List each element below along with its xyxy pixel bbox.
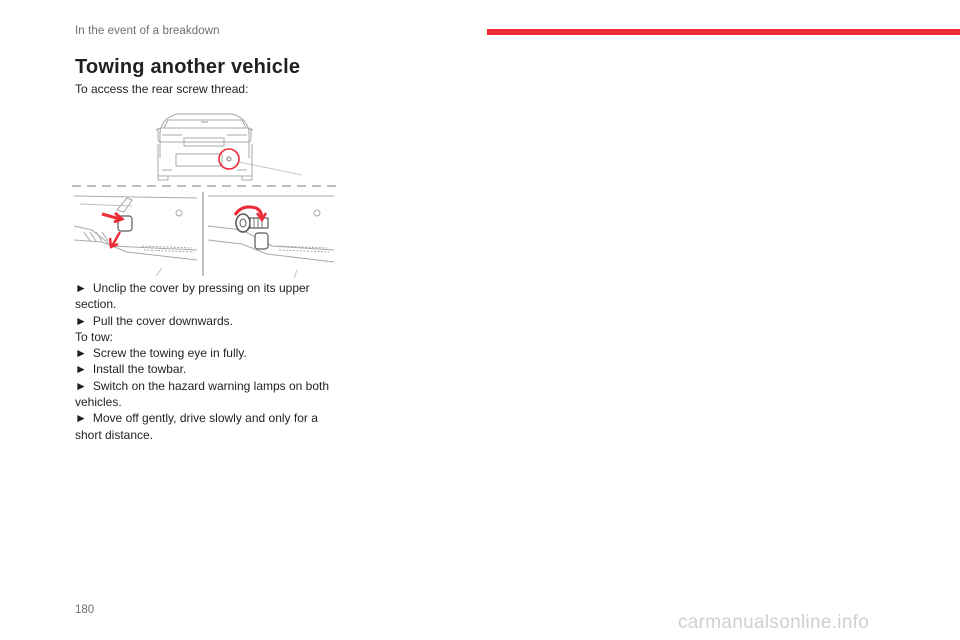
arrow-bullet-icon: ► <box>75 281 87 295</box>
arrow-bullet-icon: ► <box>75 362 87 377</box>
arrow-bullet-icon: ► <box>75 378 87 393</box>
car-rear-view <box>156 114 253 180</box>
intro-text: To access the rear screw thread: <box>75 82 249 96</box>
arrow-bullet-icon: ► <box>75 411 87 426</box>
screw-towing-eye-panel <box>208 196 334 278</box>
instruction-step: ► Install the towbar. <box>75 362 187 377</box>
towing-eye-illustration <box>72 100 338 280</box>
push-arrow-icon <box>102 213 122 222</box>
instruction-step: ► Switch on the hazard warning lamps on both vehicles. <box>75 378 330 410</box>
instruction-step: ► Unclip the cover by pressing on its upper section. <box>75 281 310 312</box>
unclip-cover-panel <box>74 196 197 276</box>
callout-line <box>239 162 302 175</box>
arrow-bullet-icon: ► <box>75 313 87 328</box>
section-accent-bar <box>487 29 960 35</box>
instruction-list <box>75 280 337 443</box>
section-header: In the event of a breakdown <box>75 25 220 37</box>
pull-down-arrow-icon <box>110 232 120 247</box>
page-title: Towing another vehicle <box>75 56 301 78</box>
instruction-step: ► Pull the cover downwards. <box>75 313 233 328</box>
site-watermark: carmanualsonline.info <box>678 612 870 633</box>
instruction-subheading: To tow: <box>75 329 114 344</box>
instruction-step: ► Move off gently, drive slowly and only for a short distance. <box>75 411 318 442</box>
arrow-bullet-icon: ► <box>75 346 87 361</box>
instruction-step: ► Screw the towing eye in fully. <box>75 346 247 361</box>
page-number: 180 <box>75 604 95 616</box>
